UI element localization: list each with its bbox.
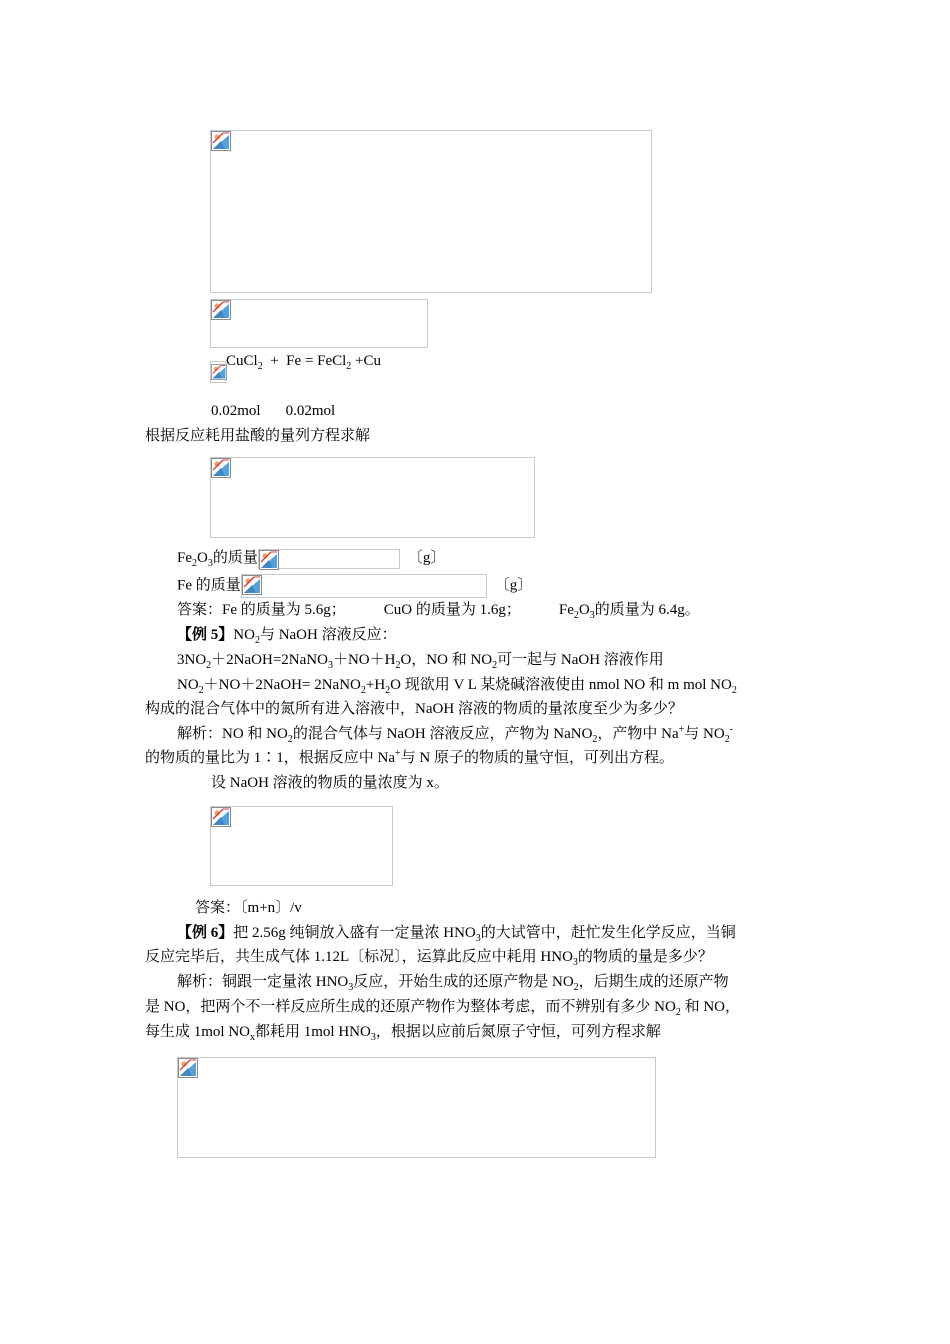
paragraph-hcl: 根据反应耗用盐酸的量列方程求解	[145, 428, 371, 444]
broken-image-icon	[259, 550, 279, 570]
example-6-line-1: 【例 6】把 2.56g 纯铜放入盛有一定量浓 $HNO_3$的大试管中，赶忙发生化学反应，当铜	[177, 925, 736, 944]
broken-image-icon	[211, 300, 231, 320]
mol-line: 0.02mol 0.02mol	[211, 403, 336, 419]
example-5-analysis-1: 解析：NO 和 $NO_2$的混合气体与 NaOH 溶液反应，产物为 NaNO$_2$，产物中 Na+与 $NO_2^-$	[177, 724, 734, 745]
example-6-analysis-1: 解析：铜跟一定量浓 $HNO_3$反应，开始生成的还原产物是 $NO_2$，后期生成的还原产物	[177, 974, 729, 993]
broken-image-icon	[242, 575, 262, 595]
broken-image-icon	[211, 458, 231, 478]
example-5-title: 【例 5】$NO_2$与 NaOH 溶液反应：	[177, 627, 397, 646]
example-6-line-2: 反应完毕后，共生成气体 1.12L〔标况〕，运算此反应中耗用 $HNO_3$的物质的量是多少？	[145, 949, 713, 968]
broken-image-icon	[211, 807, 231, 827]
example-5-set-x: 设 NaOH 溶液的物质的量浓度为 x。	[211, 775, 449, 791]
example-5-analysis-2: 的物质的量比为 1∶1，根据反应中 Na+与 N 原子的物质的量守恒，可列出方程。	[145, 748, 674, 766]
image-placeholder-4	[210, 457, 535, 538]
example-6-analysis-3: 每生成 1mol $NO_x$都耗用 1mol $HNO_3$，根据以应前后氮原子守恒，可列方程求解	[145, 1024, 661, 1043]
fe-mass-line: Fe 的质量 〔g〕	[177, 574, 532, 598]
image-placeholder-3	[210, 361, 226, 383]
example-5-question-end: 构成的混合气体中的氮所有进入溶液中，NaOH 溶液的物质的量浓度至少为多少？	[145, 701, 683, 717]
broken-image-icon	[211, 131, 231, 151]
equation-cucl2-fe: CuCl$_2$ + Fe = FeCl$_2$ +Cu	[226, 353, 381, 372]
example-5-equation-1: $3NO_2+2NaOH=2NaNO_3+NO+H_2O$，NO 和 $NO_2$可一起与 NaOH 溶液作用	[177, 652, 664, 671]
broken-image-icon	[211, 362, 227, 382]
image-placeholder-5	[210, 806, 393, 886]
example-5-equation-2: $NO_2+NO+2NaOH=$ $2NaNO_2+H_2O$ 现欲用 V L 某烧碱溶液使由 nmol NO 和 m mol $NO_2$	[177, 677, 737, 696]
image-placeholder-6	[177, 1057, 656, 1158]
broken-image-icon	[178, 1058, 198, 1078]
fe2o3-mass-line: $Fe_2O_3$的质量 〔g〕	[177, 550, 446, 569]
image-placeholder-1	[210, 130, 652, 293]
answer-example-4: 答案：Fe 的质量为 5.6g； CuO 的质量为 1.6g； $Fe_2O_3$的质量为 6.4g。	[177, 602, 700, 621]
formula-image-fe	[241, 574, 487, 598]
example-6-analysis-2: 是 NO，把两个不一样反应所生成的还原产物作为整体考虑，而不辨别有多少 $NO_2$ 和 NO，	[145, 999, 741, 1018]
example-5-answer: 答案：〔m+n〕/v	[195, 900, 302, 916]
image-placeholder-2	[210, 299, 428, 348]
formula-image-fe2o3	[258, 549, 400, 569]
